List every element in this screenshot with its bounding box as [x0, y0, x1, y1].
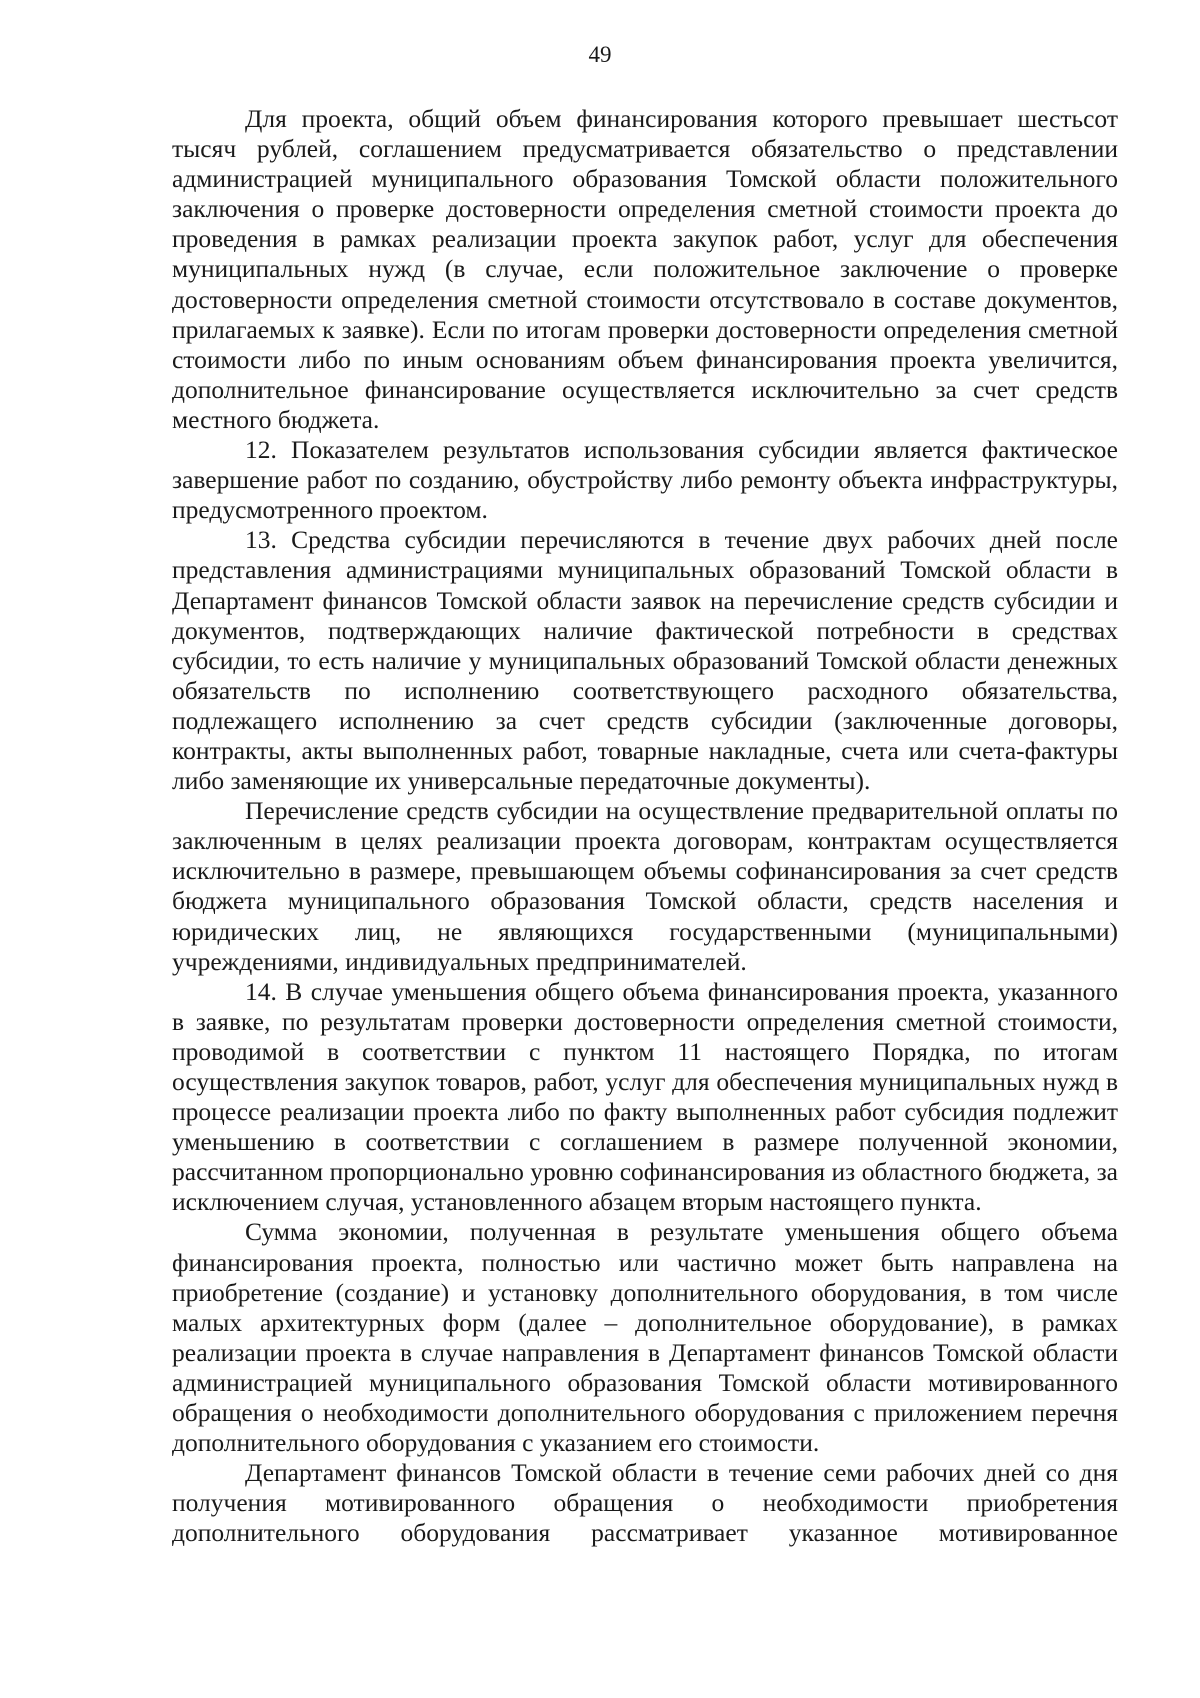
paragraph-item-12: 12. Показателем результатов использования субсидии является фактическое завершение работ по созданию, обустройству либо ремонту объекта инфраструктуры, предусмотренного проектом.: [172, 435, 1118, 525]
paragraph-savings: Сумма экономии, полученная в результате уменьшения общего объема финансирования проекта, полностью или частично может быть направлена на приобретение (создание) и установку дополнительного оборудования, в том числе малых архитектурных форм (далее – дополнительное оборудование), в рамках реализации проекта в случае направления в Департамент финансов Томской области администрацией муниципального образования Томской области мотивированного обращения о необходимости дополнительного оборудования с приложением перечня дополнительного оборудования с указанием его стоимости.: [172, 1217, 1118, 1458]
paragraph-item-13: 13. Средства субсидии перечисляются в течение двух рабочих дней после представления администрациями муниципальных образований Томской области в Департамент финансов Томской области заявок на перечисление средств субсидии и документов, подтверждающих наличие фактической потребности в средствах субсидии, то есть наличие у муниципальных образований Томской области денежных обязательств по исполнению соответствующего расходного обязательства, подлежащего исполнению за счет средств субсидии (заключенные договоры, контракты, акты выполненных работ, товарные накладные, счета или счета-фактуры либо заменяющие их универсальные передаточные документы).: [172, 525, 1118, 796]
paragraph-prepayment: Перечисление средств субсидии на осуществление предварительной оплаты по заключенным в целях реализации проекта договорам, контрактам осуществляется исключительно в размере, превышающем объемы софинансирования за счет средств бюджета муниципального образования Томской области, средств населения и юридических лиц, не являющихся государственными (муниципальными) учреждениями, индивидуальных предпринимателей.: [172, 796, 1118, 976]
paragraph-funding-condition: Для проекта, общий объем финансирования которого превышает шестьсот тысяч рублей, соглашением предусматривается обязательство о представлении администрацией муниципального образования Томской области положительного заключения о проверке достоверности определения сметной стоимости проекта до проведения в рамках реализации проекта закупок работ, услуг для обеспечения муниципальных нужд (в случае, если положительное заключение о проверке достоверности определения сметной стоимости отсутствовало в составе документов, прилагаемых к заявке). Если по итогам проверки достоверности определения сметной стоимости либо по иным основаниям объем финансирования проекта увеличится, дополнительное финансирование осуществляется исключительно за счет средств местного бюджета.: [172, 104, 1118, 434]
page-number: 49: [588, 42, 612, 67]
paragraph-item-14: 14. В случае уменьшения общего объема финансирования проекта, указанного в заявке, по результатам проверки достоверности определения сметной стоимости, проводимой в соответствии с пунктом 11 настоящего Порядка, по итогам осуществления закупок товаров, работ, услуг для обеспечения муниципальных нужд в процессе реализации проекта либо по факту выполненных работ субсидия подлежит уменьшению в соответствии с соглашением в размере полученной экономии, рассчитанном пропорционально уровню софинансирования из областного бюджета, за исключением случая, установленного абзацем вторым настоящего пункта.: [172, 976, 1118, 1217]
paragraph-department-review: Департамент финансов Томской области в течение семи рабочих дней со дня получения мотивированного обращения о необходимости приобретения дополнительного оборудования рассматривает указанное мотивированное: [172, 1458, 1118, 1548]
document-body: [172, 104, 1118, 1549]
